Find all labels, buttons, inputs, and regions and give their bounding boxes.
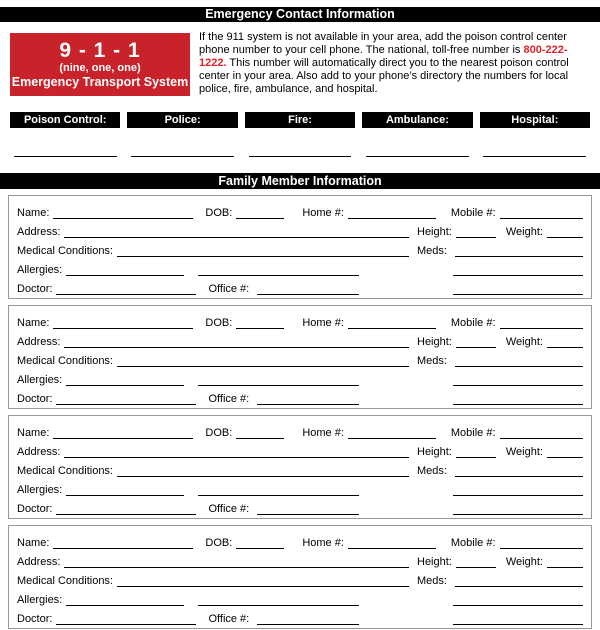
office-phone-field-line[interactable] bbox=[257, 392, 359, 405]
name-row bbox=[17, 200, 583, 219]
address-label: Address: bbox=[17, 446, 61, 458]
address-field-line[interactable] bbox=[64, 445, 409, 458]
meds-extra-line[interactable] bbox=[453, 483, 583, 496]
doctor-label: Doctor: bbox=[17, 503, 53, 515]
medical-conditions-field-line[interactable] bbox=[117, 244, 409, 257]
meds-field-line[interactable] bbox=[455, 574, 583, 587]
name-label: Name: bbox=[17, 207, 50, 219]
medical-conditions-label: Medical Conditions: bbox=[17, 575, 113, 587]
home-phone-field-line[interactable] bbox=[348, 536, 436, 549]
mobile-phone-field-line[interactable] bbox=[500, 316, 583, 329]
doctor-field-line[interactable] bbox=[56, 282, 196, 295]
allergies-extra-line[interactable] bbox=[198, 263, 359, 276]
height-label: Height: bbox=[417, 446, 452, 458]
meds-label: Meds: bbox=[417, 465, 447, 477]
allergies-extra-line[interactable] bbox=[198, 593, 359, 606]
name-label: Name: bbox=[17, 427, 50, 439]
office-phone-label: Office #: bbox=[208, 503, 250, 515]
height-field-line[interactable] bbox=[456, 335, 496, 348]
allergies-extra-line[interactable] bbox=[198, 373, 359, 386]
address-row bbox=[17, 439, 583, 458]
name-row bbox=[17, 530, 583, 549]
mobile-phone-field-line[interactable] bbox=[500, 426, 583, 439]
name-label: Name: bbox=[17, 317, 50, 329]
allergies-label: Allergies: bbox=[17, 484, 63, 496]
meds-field-line[interactable] bbox=[455, 244, 583, 257]
doctor-row bbox=[17, 496, 583, 515]
medical-conditions-field-line[interactable] bbox=[117, 464, 409, 477]
nine-one-one-panel bbox=[10, 33, 190, 96]
address-field-line[interactable] bbox=[64, 225, 409, 238]
address-row bbox=[17, 549, 583, 568]
dob-field-line[interactable] bbox=[236, 536, 284, 549]
doctor-row bbox=[17, 386, 583, 405]
address-label: Address: bbox=[17, 226, 61, 238]
allergies-label: Allergies: bbox=[17, 594, 63, 606]
home-phone-field-line[interactable] bbox=[348, 426, 436, 439]
meds-extra-line[interactable] bbox=[453, 373, 583, 386]
name-field-line[interactable] bbox=[53, 316, 193, 329]
nine-one-one-number: 9 - 1 - 1 bbox=[59, 39, 141, 62]
meds-extra-line-2[interactable] bbox=[453, 612, 583, 625]
dob-label: DOB: bbox=[205, 207, 233, 219]
weight-field-line[interactable] bbox=[547, 445, 583, 458]
allergies-extra-line[interactable] bbox=[198, 483, 359, 496]
emergency-section-title: Emergency Contact Information bbox=[0, 7, 600, 22]
allergies-field-line[interactable] bbox=[66, 263, 184, 276]
medical-conditions-row bbox=[17, 458, 583, 477]
mobile-phone-label: Mobile #: bbox=[450, 427, 496, 439]
name-field-line[interactable] bbox=[53, 206, 193, 219]
poison-control-instructions bbox=[199, 31, 590, 96]
dob-field-line[interactable] bbox=[236, 316, 284, 329]
allergies-label: Allergies: bbox=[17, 264, 63, 276]
allergies-row bbox=[17, 477, 583, 496]
address-row bbox=[17, 329, 583, 348]
office-phone-label: Office #: bbox=[208, 613, 250, 625]
address-label: Address: bbox=[17, 336, 61, 348]
doctor-label: Doctor: bbox=[17, 613, 53, 625]
home-phone-label: Home #: bbox=[302, 537, 344, 549]
meds-label: Meds: bbox=[417, 575, 447, 587]
doctor-field-line[interactable] bbox=[56, 612, 196, 625]
contact-label-hospital: Hospital: bbox=[480, 112, 590, 128]
medical-conditions-field-line[interactable] bbox=[117, 574, 409, 587]
height-label: Height: bbox=[417, 336, 452, 348]
contact-label-fire: Fire: bbox=[245, 112, 355, 128]
height-field-line[interactable] bbox=[456, 445, 496, 458]
hospital-fill-line[interactable] bbox=[480, 155, 590, 157]
mobile-phone-label: Mobile #: bbox=[450, 317, 496, 329]
home-phone-label: Home #: bbox=[302, 207, 344, 219]
mobile-phone-field-line[interactable] bbox=[500, 536, 583, 549]
ambulance-fill-line[interactable] bbox=[362, 155, 472, 157]
height-label: Height: bbox=[417, 226, 452, 238]
family-member-card bbox=[8, 305, 592, 409]
instructions-text-after: This number will automatically direct you to the nearest poison control center in your area. Also add to your phone’s directory the numbers for local police, fire, ambulance, and hospital. bbox=[199, 57, 569, 95]
weight-label: Weight: bbox=[505, 556, 543, 568]
medical-conditions-label: Medical Conditions: bbox=[17, 465, 113, 477]
meds-label: Meds: bbox=[417, 245, 447, 257]
home-phone-field-line[interactable] bbox=[348, 316, 436, 329]
dob-field-line[interactable] bbox=[236, 426, 284, 439]
weight-label: Weight: bbox=[505, 446, 543, 458]
meds-extra-line-2[interactable] bbox=[453, 282, 583, 295]
meds-field-line[interactable] bbox=[455, 354, 583, 367]
name-row bbox=[17, 310, 583, 329]
allergies-row bbox=[17, 257, 583, 276]
mobile-phone-label: Mobile #: bbox=[450, 207, 496, 219]
weight-field-line[interactable] bbox=[547, 225, 583, 238]
allergies-field-line[interactable] bbox=[66, 483, 184, 496]
police-fill-line[interactable] bbox=[127, 155, 237, 157]
medical-conditions-field-line[interactable] bbox=[117, 354, 409, 367]
poison-control-fill-line[interactable] bbox=[10, 155, 120, 157]
home-phone-label: Home #: bbox=[302, 427, 344, 439]
doctor-field-line[interactable] bbox=[56, 392, 196, 405]
dob-field-line[interactable] bbox=[236, 206, 284, 219]
name-label: Name: bbox=[17, 537, 50, 549]
height-field-line[interactable] bbox=[456, 555, 496, 568]
contact-label-poison-control: Poison Control: bbox=[10, 112, 120, 128]
weight-label: Weight: bbox=[505, 336, 543, 348]
contact-labels-row bbox=[10, 112, 590, 128]
height-label: Height: bbox=[417, 556, 452, 568]
mobile-phone-field-line[interactable] bbox=[500, 206, 583, 219]
meds-extra-line-2[interactable] bbox=[453, 392, 583, 405]
home-phone-field-line[interactable] bbox=[348, 206, 436, 219]
family-member-card bbox=[8, 525, 592, 629]
meds-label: Meds: bbox=[417, 355, 447, 367]
medical-conditions-row bbox=[17, 568, 583, 587]
fire-fill-line[interactable] bbox=[245, 155, 355, 157]
name-field-line[interactable] bbox=[53, 536, 193, 549]
contact-label-ambulance: Ambulance: bbox=[362, 112, 472, 128]
home-phone-label: Home #: bbox=[302, 317, 344, 329]
medical-conditions-row bbox=[17, 348, 583, 367]
meds-extra-line[interactable] bbox=[453, 263, 583, 276]
doctor-row bbox=[17, 606, 583, 625]
medical-conditions-label: Medical Conditions: bbox=[17, 245, 113, 257]
medical-conditions-row bbox=[17, 238, 583, 257]
emergency-hero bbox=[10, 33, 590, 96]
meds-extra-line[interactable] bbox=[453, 593, 583, 606]
doctor-field-line[interactable] bbox=[56, 502, 196, 515]
family-members bbox=[8, 195, 592, 629]
medical-conditions-label: Medical Conditions: bbox=[17, 355, 113, 367]
doctor-label: Doctor: bbox=[17, 393, 53, 405]
address-field-line[interactable] bbox=[64, 335, 409, 348]
office-phone-field-line[interactable] bbox=[257, 282, 359, 295]
contact-fill-lines-row bbox=[10, 155, 590, 157]
office-phone-label: Office #: bbox=[208, 283, 250, 295]
dob-label: DOB: bbox=[205, 537, 233, 549]
nine-one-one-pronunciation: (nine, one, one) bbox=[59, 62, 141, 74]
address-row bbox=[17, 219, 583, 238]
family-member-card bbox=[8, 415, 592, 519]
family-member-card bbox=[8, 195, 592, 299]
name-row bbox=[17, 420, 583, 439]
allergies-field-line[interactable] bbox=[66, 373, 184, 386]
meds-extra-line-2[interactable] bbox=[453, 502, 583, 515]
allergies-label: Allergies: bbox=[17, 374, 63, 386]
poison-control-phone-number: 800-222-1222. bbox=[199, 44, 568, 69]
name-field-line[interactable] bbox=[53, 426, 193, 439]
dob-label: DOB: bbox=[205, 317, 233, 329]
emergency-transport-caption: Emergency Transport System bbox=[11, 75, 189, 89]
weight-label: Weight: bbox=[505, 226, 543, 238]
allergies-row bbox=[17, 587, 583, 606]
address-field-line[interactable] bbox=[64, 555, 409, 568]
address-label: Address: bbox=[17, 556, 61, 568]
weight-field-line[interactable] bbox=[547, 555, 583, 568]
instructions-text-before: If the 911 system is not available in your area, add the poison control center phone number to your cell phone. The national, toll-free number is bbox=[199, 31, 567, 56]
contact-label-police: Police: bbox=[127, 112, 237, 128]
office-phone-field-line[interactable] bbox=[257, 502, 359, 515]
allergies-row bbox=[17, 367, 583, 386]
height-field-line[interactable] bbox=[456, 225, 496, 238]
office-phone-field-line[interactable] bbox=[257, 612, 359, 625]
meds-field-line[interactable] bbox=[455, 464, 583, 477]
family-section-title: Family Member Information bbox=[0, 173, 600, 189]
weight-field-line[interactable] bbox=[547, 335, 583, 348]
dob-label: DOB: bbox=[205, 427, 233, 439]
mobile-phone-label: Mobile #: bbox=[450, 537, 496, 549]
office-phone-label: Office #: bbox=[208, 393, 250, 405]
doctor-label: Doctor: bbox=[17, 283, 53, 295]
doctor-row bbox=[17, 276, 583, 295]
allergies-field-line[interactable] bbox=[66, 593, 184, 606]
